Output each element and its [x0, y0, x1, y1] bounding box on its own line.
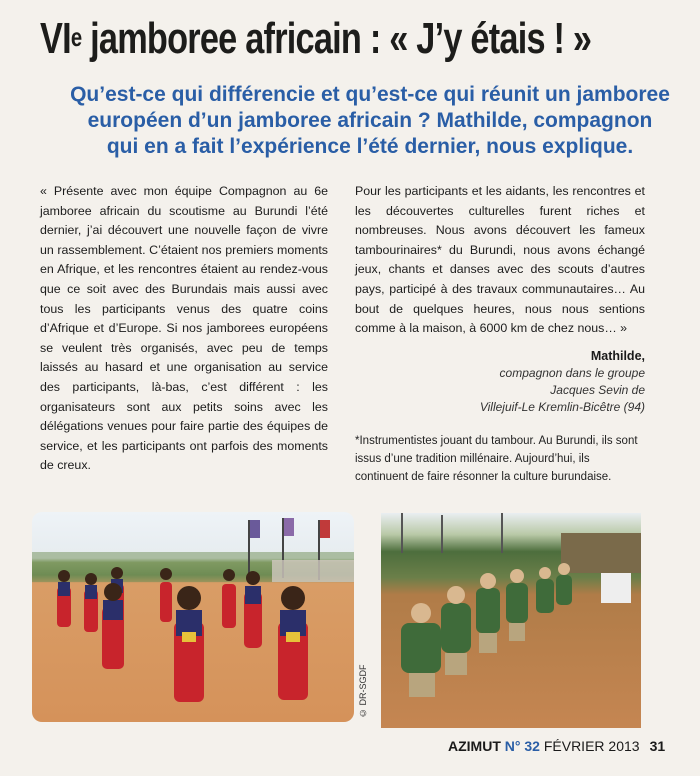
- signature-role-line: Jacques Sevin de: [550, 383, 645, 397]
- article-subtitle: Qu’est-ce qui différencie et qu’est-ce qui réunit un jamboree européen d’un jamboree africain ? Mathilde, compagnon qui en a fait l’expérience l’été dernier, nous explique.: [70, 83, 670, 158]
- dancers-illustration: [32, 512, 354, 722]
- page-footer: [448, 738, 688, 754]
- issue-number: N° 32: [504, 738, 540, 754]
- page-number: 31: [649, 738, 666, 754]
- photo-scouts-dancing: [381, 513, 641, 728]
- photo-dancers: [32, 512, 354, 722]
- body-column-left: « Présente avec mon équipe Compagnon au 6e jamboree africain du scoutisme au Burundi l’été dernier, j’ai découvert une nouvelle façon de vivre un rassemblement. C’étaient nos premiers moments en Afrique, et les rencontres étaient au rendez-vous que ce soit avec des Burundais mais aussi avec tous les participants venus des quatre coins d’Afrique et d’Europe. Si nos jamborees européens se veulent très organisés, avec peu de temps laissés au hasard et une organisation au service des participants, là-bas, c’est différent : les organisateurs sont aux petits soins avec les délégations venues pour faire partie des équipes de service, et les participants ont parfois des moments de creux.: [40, 184, 328, 473]
- title-superscript: e: [70, 22, 82, 52]
- article-title: [40, 14, 592, 64]
- signature: [380, 348, 645, 416]
- footnote: *Instrumentistes jouant du tambour. Au Burundi, ils sont issus d’une tradition millénaire. Aujourd’hui, ils continuent de faire résonner la culture burundaise.: [355, 435, 638, 483]
- scouts-illustration: [381, 513, 641, 728]
- signature-role-line: Villejuif-Le Kremlin-Bicêtre (94): [479, 400, 645, 414]
- signature-role-line: compagnon dans le groupe: [499, 366, 645, 380]
- photo-credit: © DR-SGDF: [358, 664, 368, 718]
- issue-date: FÉVRIER 2013: [543, 738, 640, 754]
- title-main: VI: [40, 14, 71, 63]
- magazine-name: AZIMUT: [448, 738, 501, 754]
- title-rest: jamboree africain : « J’y étais ! »: [81, 14, 592, 63]
- body-column-right: Pour les participants et les aidants, les rencontres et les découvertes culturelles furent riches et nombreuses. Nous avons découvert les fameux tambourinaires* du Burundi, nous avons échangé jeux, chants et danses avec des scouts d’autres pays, participé à des travaux communautaires… Au bout de quelques heures, nous nous sentions comme à la maison, à 6000 km de chez nous… »: [355, 184, 645, 336]
- signature-name: Mathilde,: [590, 349, 645, 363]
